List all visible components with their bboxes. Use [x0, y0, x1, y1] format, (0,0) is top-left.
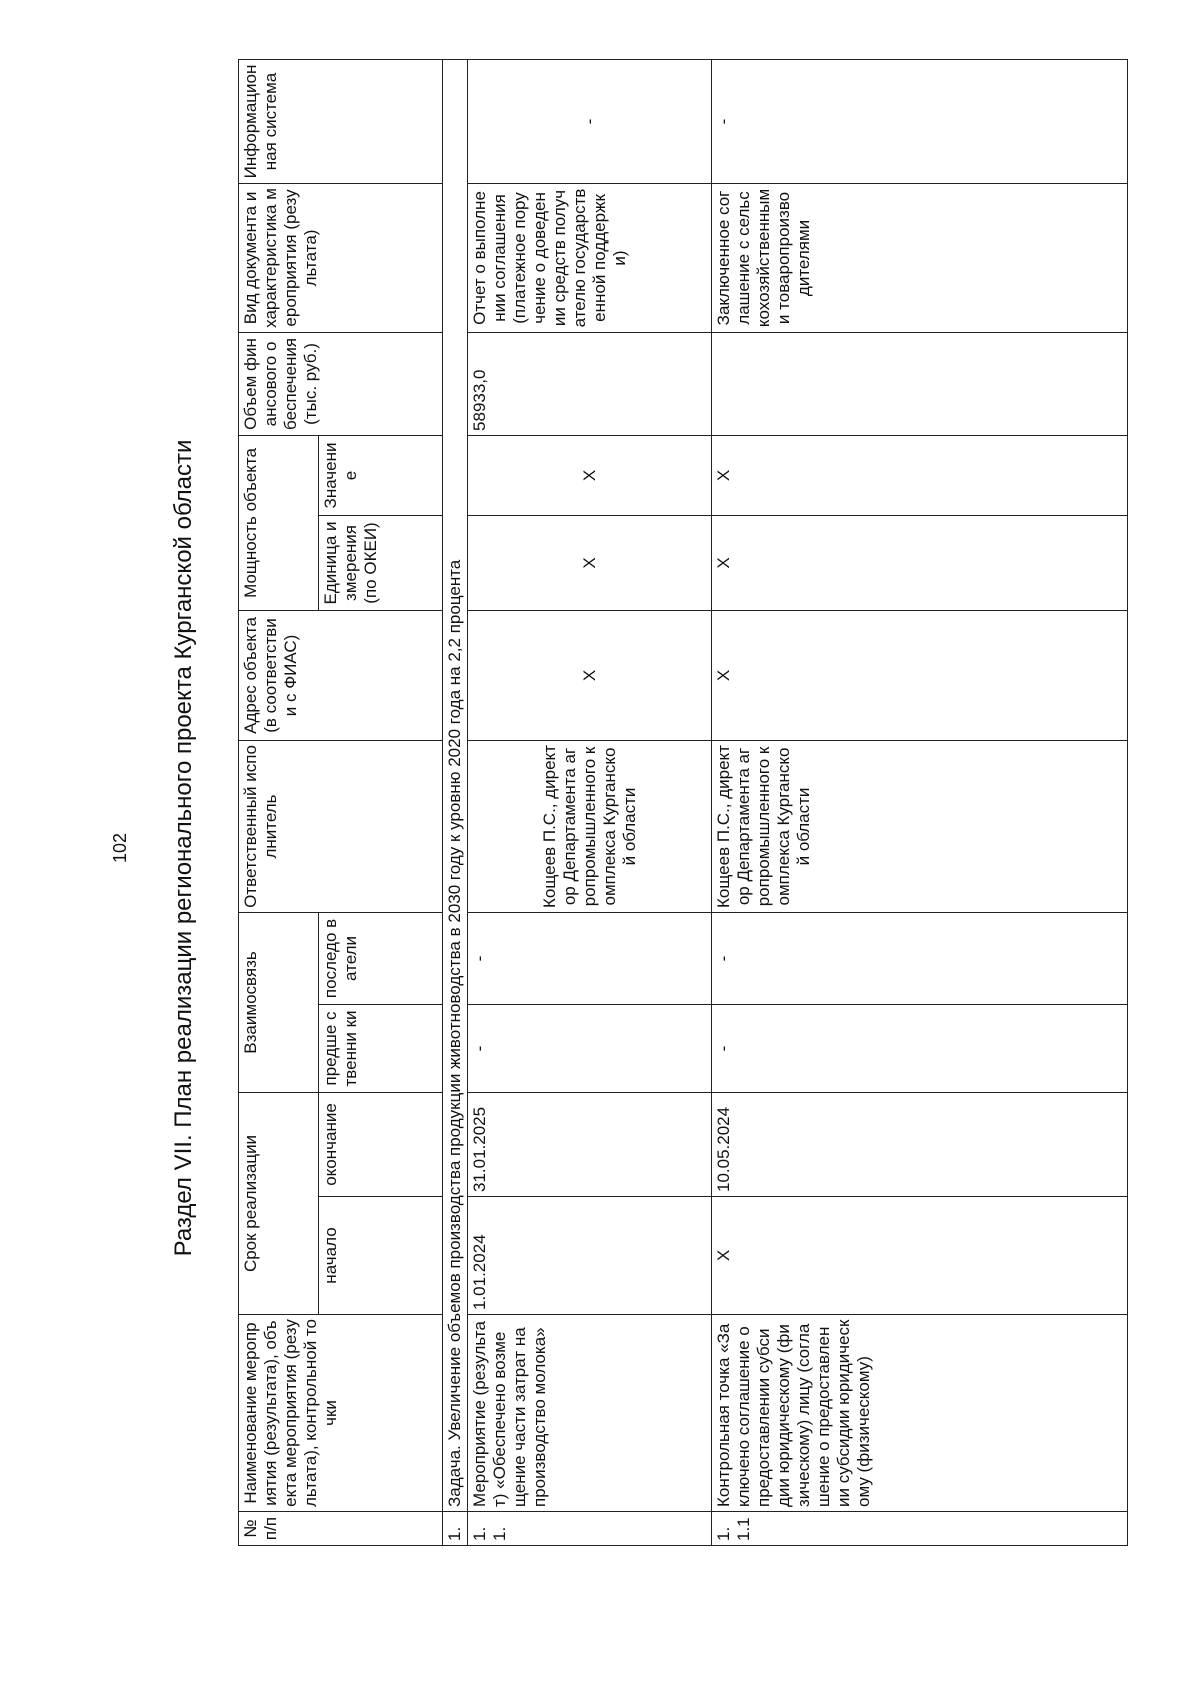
header-name: Наименование мероприятия (результата), объекта мероприятия (результата), контрольной точки: [239, 1315, 443, 1512]
row-value: X: [468, 435, 712, 515]
row-info: -: [468, 59, 712, 183]
row-volume: 58933,0: [468, 332, 712, 435]
row-doc: Отчет о выполнении соглашения (платежное поручение о доведении средств получателю государственной поддержки): [468, 183, 712, 332]
row-responsible: Кощеев П.С., директор Департамента агропромышленного комплекса Курганской области: [712, 740, 1128, 912]
page-title: Раздел VII. План реализации регионального проекта Курганской области: [170, 439, 197, 1257]
row-num: 1.1.: [468, 1512, 712, 1546]
header-term: Срок реализации: [239, 1092, 319, 1314]
header-volume: Объем финансового обеспечения (тыс. руб.): [239, 332, 443, 435]
header-address: Адрес объекта (в соответствии с ФИАС): [239, 610, 443, 740]
row-address: X: [468, 610, 712, 740]
task-text: Задача. Увеличение объемов производства продукции животноводства в 2030 году к уровню 2020 года на 2,2 процента: [443, 59, 468, 1511]
table-row: [712, 59, 1128, 1545]
row-address: X: [712, 610, 1128, 740]
header-row-top: [239, 59, 319, 1545]
row-info: -: [712, 59, 1128, 183]
row-succ: -: [468, 912, 712, 1004]
table-row: [468, 59, 712, 1545]
row-end: 10.05.2024: [712, 1092, 1128, 1196]
row-num: 1.1.1: [712, 1512, 1128, 1546]
header-doc: Вид документа и характеристика мероприятия (результата): [239, 183, 443, 332]
header-end: окончание: [319, 1092, 443, 1196]
header-responsible: Ответственный исполнитель: [239, 740, 443, 912]
row-end: 31.01.2025: [468, 1092, 712, 1196]
row-start: 1.01.2024: [468, 1197, 712, 1315]
row-pred: -: [712, 1004, 1128, 1092]
header-pred: предше ственни ки: [319, 1004, 443, 1092]
header-num: № п/п: [239, 1512, 443, 1546]
implementation-plan-table: [238, 59, 1128, 1546]
row-unit: X: [712, 515, 1128, 610]
row-succ: -: [712, 912, 1128, 1004]
row-name: Контрольная точка «Заключено соглашение о предоставлении субсидии юридическому (физическому) лицу (соглашение о предоставлении субсидии юридическому (физическому): [712, 1315, 1128, 1512]
header-capacity: Мощность объекта: [239, 435, 319, 610]
row-start: X: [712, 1197, 1128, 1315]
row-responsible: Кощеев П.С., директор Департамента агропромышленного комплекса Курганской области: [468, 740, 712, 912]
header-relation: Взаимосвязь: [239, 912, 319, 1092]
row-pred: -: [468, 1004, 712, 1092]
task-row: [443, 59, 468, 1545]
row-unit: X: [468, 515, 712, 610]
row-name: Мероприятие (результат) «Обеспечено возмещение части затрат на производство молока»: [468, 1315, 712, 1512]
header-value: Значение: [319, 435, 443, 515]
header-unit: Единица измерения (по ОКЕИ): [319, 515, 443, 610]
row-volume: [712, 332, 1128, 435]
task-num: 1.: [443, 1512, 468, 1546]
row-value: X: [712, 435, 1128, 515]
header-info: Информационная система: [239, 59, 443, 183]
header-start: начало: [319, 1197, 443, 1315]
page-number: 102: [110, 832, 130, 864]
header-succ: последо ватели: [319, 912, 443, 1004]
row-doc: Заключенное соглашение с сельскохозяйственными товаропроизводителями: [712, 183, 1128, 332]
